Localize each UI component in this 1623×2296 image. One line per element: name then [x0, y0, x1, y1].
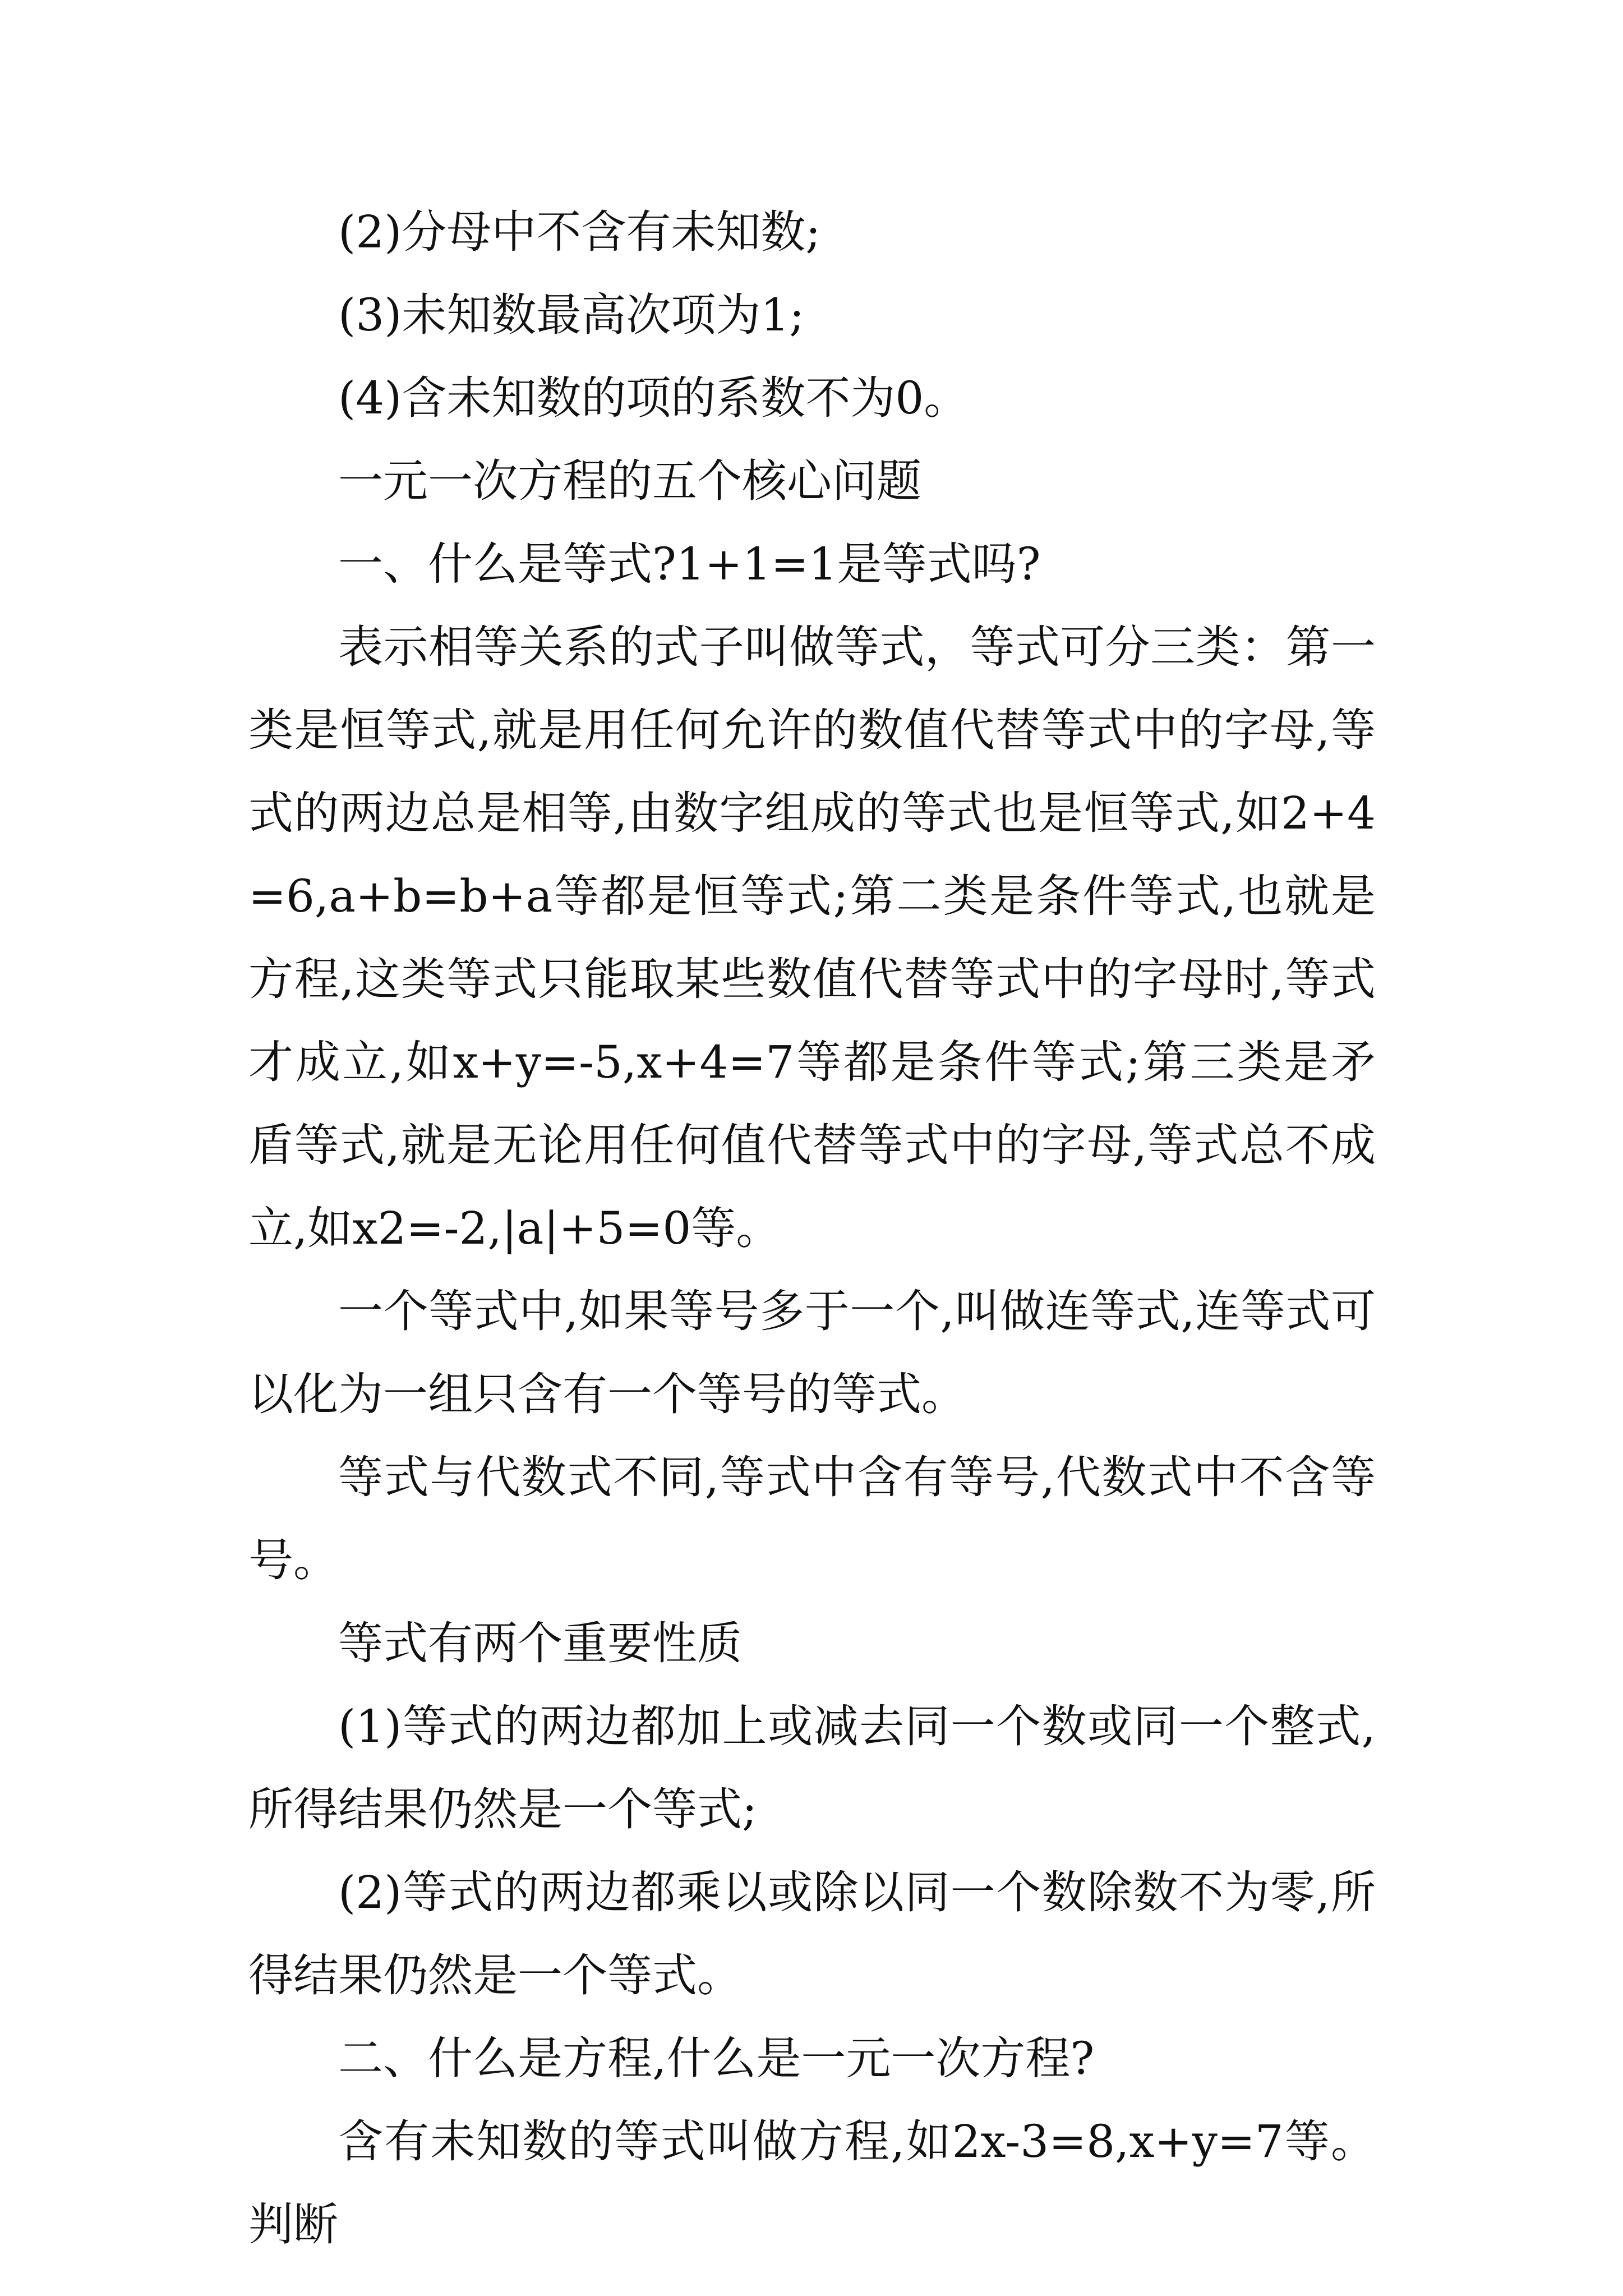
paragraph-property-2: (2)等式的两边都乘以或除以同一个数除数不为零,所得结果仍然是一个等式。: [248, 1866, 1376, 2001]
paragraph-condition-2: (2)分母中不含有未知数;: [338, 206, 821, 258]
question-heading-2: 二、什么是方程,什么是一元一次方程?: [338, 2032, 1095, 2085]
document-body: [248, 191, 1376, 2266]
paragraph-equation-definition: 含有未知数的等式叫做方程,如2x-3=8,x+y=7等。判断: [248, 2115, 1376, 2251]
paragraph-properties-intro: 等式有两个重要性质: [338, 1617, 742, 1669]
paragraph-property-1: (1)等式的两边都加上或减去同一个数或同一个整式,所得结果仍然是一个等式;: [248, 1700, 1376, 1835]
question-heading-1: 一、什么是等式?1+1=1是等式吗?: [338, 538, 1041, 590]
paragraph-condition-3: (3)未知数最高次项为1;: [338, 289, 805, 341]
section-heading: 一元一次方程的五个核心问题: [338, 455, 921, 507]
paragraph-condition-4: (4)含未知数的项的系数不为0。: [338, 372, 969, 424]
paragraph-equation-vs-expression: 等式与代数式不同,等式中含有等号,代数式中不含等号。: [248, 1451, 1376, 1586]
paragraph-continued-equation: 一个等式中,如果等号多于一个,叫做连等式,连等式可以化为一组只含有一个等号的等式。: [248, 1285, 1376, 1420]
paragraph-equation-types: 表示相等关系的式子叫做等式，等式可分三类：第一类是恒等式,就是用任何允许的数值代替等式中的字母,等式的两边总是相等,由数字组成的等式也是恒等式,如2+4=6,a+b=b+a等都是恒等式;第二类是条件等式,也就是方程,这类等式只能取某些数值代替等式中的字母时,等式才成立,如x+y=-5,x+4=7等都是条件等式;第三类是矛盾等式,就是无论用任何值代替等式中的字母,等式总不成立,如x2=-2,|a|+5=0等。: [248, 621, 1376, 1254]
